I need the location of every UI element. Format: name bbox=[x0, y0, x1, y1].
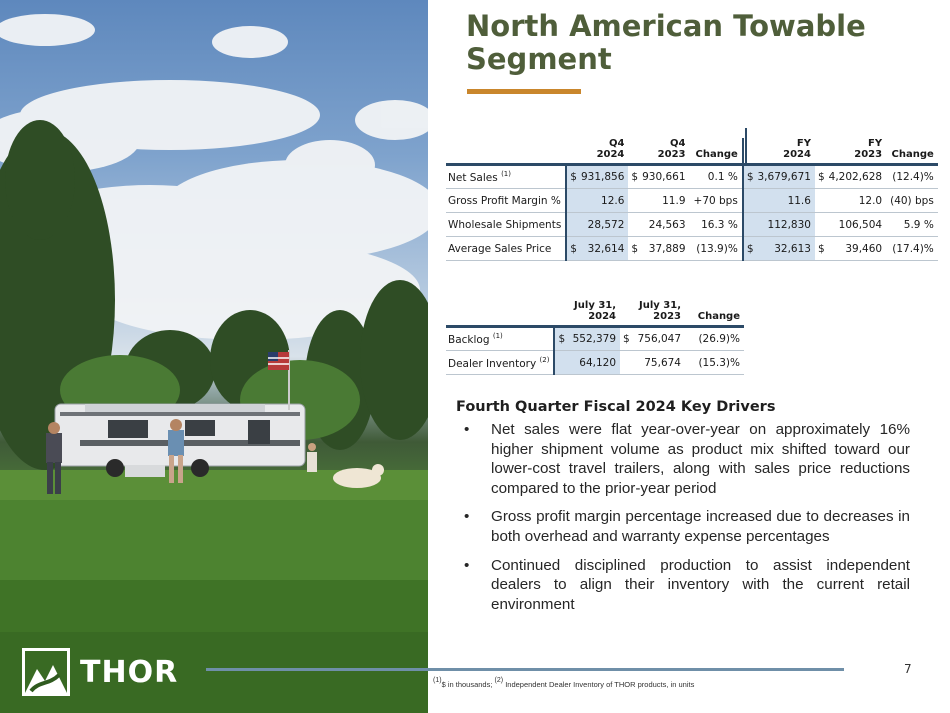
col-header: Change bbox=[685, 300, 744, 327]
camping-scene bbox=[0, 0, 428, 713]
bullet-icon: • bbox=[464, 421, 470, 438]
title-accent-rule bbox=[467, 89, 581, 94]
bullet-icon: • bbox=[464, 556, 470, 574]
table-header-row bbox=[446, 138, 938, 165]
table-row: Average Sales Price $ 32,614 $ 37,889 (13.9)% $ 32,613 $ 39,460 (17.4)% bbox=[446, 237, 938, 261]
footer-rule bbox=[206, 668, 844, 671]
thor-logo-text: THOR bbox=[80, 654, 179, 690]
col-header: FY 2023 bbox=[815, 138, 886, 165]
hero-photo bbox=[0, 0, 428, 713]
drivers-heading: Fourth Quarter Fiscal 2024 Key Drivers bbox=[456, 399, 776, 415]
table-row: Gross Profit Margin % 12.6 11.9 +70 bps 11.6 12.0 (40) bps bbox=[446, 189, 938, 213]
col-header: July 31, 2024 bbox=[554, 300, 620, 327]
table-row: Net Sales $^{(1)}$ $ 931,856 $ 930,661 0.1 % $ 3,679,671 $ 4,202,628 (12.4)% bbox=[446, 165, 938, 189]
table-header-row bbox=[446, 300, 744, 327]
col-header: Q4 2023 bbox=[628, 138, 689, 165]
list-item: • Gross profit margin percentage increased due to decreases in both overhead and warranty expense percentages bbox=[464, 508, 910, 545]
backlog-table bbox=[446, 300, 744, 375]
table-row: Dealer Inventory $^{(2)}$ 64,120 75,674 (15.3)% bbox=[446, 351, 744, 375]
segment-metrics-table bbox=[446, 138, 938, 261]
flag-icon bbox=[268, 352, 289, 370]
col-header: Change bbox=[886, 138, 938, 165]
page-title: North American Towable Segment bbox=[466, 9, 866, 76]
thor-logo bbox=[22, 648, 178, 696]
table-row: Wholesale Shipments 28,572 24,563 16.3 % 112,830 106,504 5.9 % bbox=[446, 213, 938, 237]
col-header: Change bbox=[690, 138, 743, 165]
col-header: FY 2024 bbox=[743, 138, 815, 165]
footnote: $^{(1)}$\$ in thousands; $^{(2)}$ Independent Dealer Inventory of THOR products, in units bbox=[433, 677, 695, 689]
drivers-list bbox=[456, 420, 910, 623]
table-row: Backlog $^{(1)}$ $ 552,379 $ 756,047 (26.9)% bbox=[446, 327, 744, 351]
col-header: Q4 2024 bbox=[566, 138, 628, 165]
list-item: • Net sales were flat year-over-year on approximately 16% higher shipment volume as product mix shifted toward our lower-cost travel trailers, along with sales price reductions compared to the prior-year period bbox=[464, 421, 910, 497]
list-item: • Continued disciplined production to assist independent dealers to align their inventory with the current retail environment bbox=[464, 556, 910, 613]
page-number: 7 bbox=[904, 662, 912, 676]
bullet-icon: • bbox=[464, 508, 470, 526]
col-header: July 31, 2023 bbox=[620, 300, 685, 327]
thor-mountain-icon bbox=[22, 648, 70, 696]
